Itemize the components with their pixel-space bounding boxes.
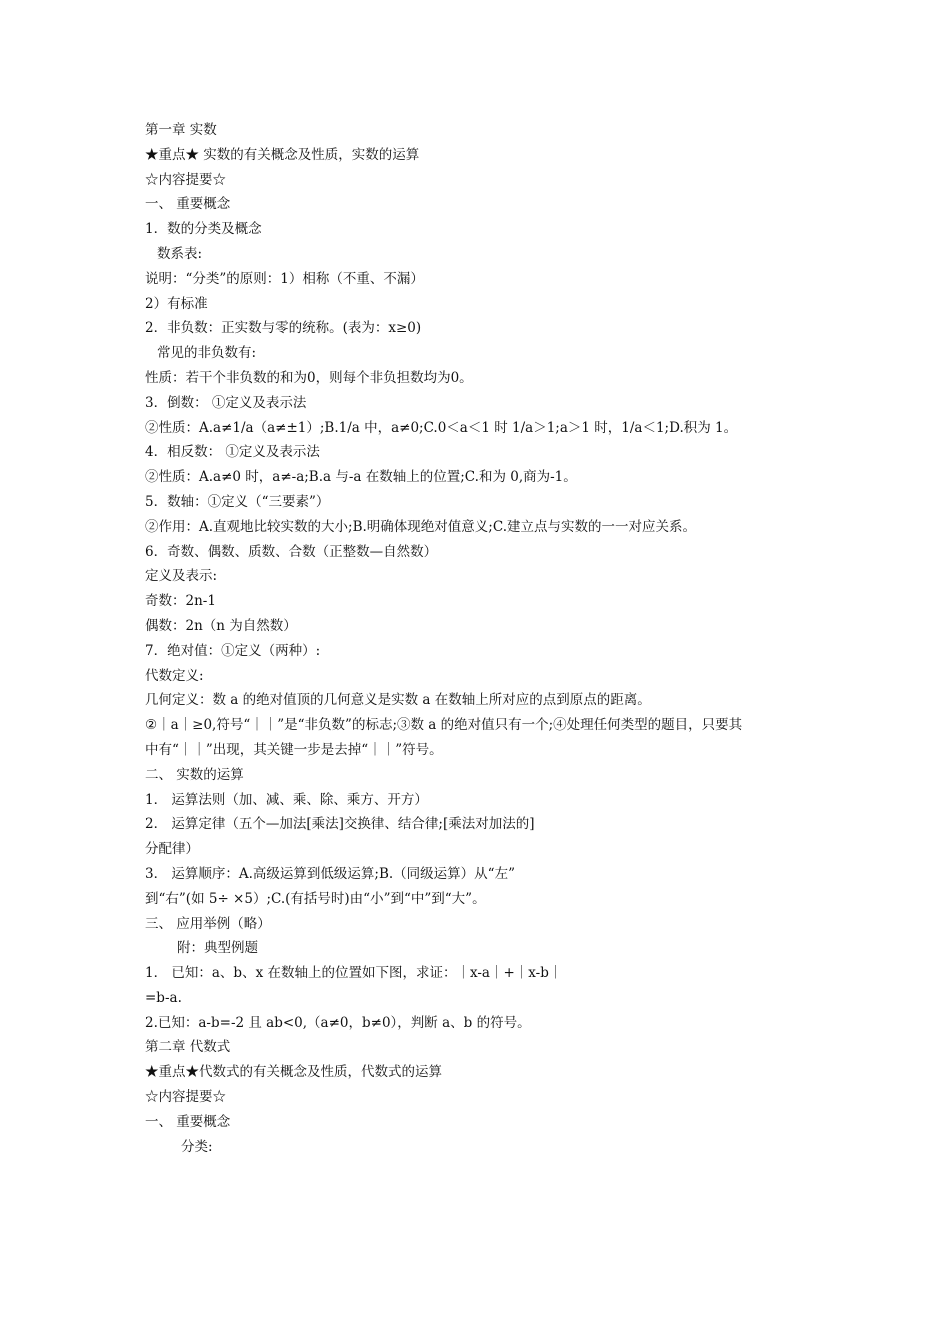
text-line: 中有“｜｜”出现，其关键一步是去掉“｜｜”符号。 (145, 741, 443, 758)
text-line: ②｜a｜≥0,符号“｜｜”是“非负数”的标志;③数 a 的绝对值只有一个;④处理任何类型的题目，只要其 (145, 717, 743, 734)
text-line: 2．非负数：正实数与零的统称。(表为：x≥0) (145, 320, 422, 337)
text-line: 2． 运算定律（五个—加法[乘法]交换律、结合律;[乘法对加法的] (145, 816, 535, 833)
text-line: ★重点★代数式的有关概念及性质，代数式的运算 (145, 1064, 442, 1081)
text-line: 7．绝对值：①定义（两种）: (145, 642, 321, 659)
text-line: 常见的非负数有: (157, 345, 257, 362)
text-line: =b-a. (145, 989, 182, 1006)
text-line: ②性质：A.a≠1/a（a≠±1）;B.1/a 中，a≠0;C.0＜a＜1 时 1/a＞1;a＞1 时，1/a＜1;D.积为 1。 (145, 419, 738, 436)
text-line: ☆内容提要☆ (145, 171, 226, 188)
text-line: 说明：“分类”的原则：1）相称（不重、不漏） (145, 270, 424, 287)
text-line: 4．相反数： ①定义及表示法 (145, 444, 320, 461)
text-line: 三、 应用举例（略） (145, 915, 271, 932)
text-line: 二、 实数的运算 (145, 766, 244, 783)
text-line: 分类: (181, 1138, 213, 1155)
text-line: 附：典型例题 (177, 940, 258, 957)
text-line: 2）有标准 (145, 295, 208, 312)
text-line: 第二章 代数式 (145, 1039, 231, 1056)
document-body (145, 118, 810, 1159)
text-line: 1．数的分类及概念 (145, 221, 262, 238)
text-line: 几何定义：数 a 的绝对值顶的几何意义是实数 a 在数轴上所对应的点到原点的距离。 (145, 692, 651, 709)
text-line: 定义及表示: (145, 568, 218, 585)
text-line: ★重点★ 实数的有关概念及性质，实数的运算 (145, 146, 420, 163)
text-line: 性质：若干个非负数的和为0，则每个非负担数均为0。 (145, 369, 473, 386)
text-line: ☆内容提要☆ (145, 1089, 226, 1106)
text-line: 数系表: (157, 245, 203, 262)
text-line: 5．数轴：①定义（“三要素”） (145, 493, 330, 510)
text-line: 6．奇数、偶数、质数、合数（正整数—自然数） (145, 543, 438, 560)
text-line: ②性质：A.a≠0 时，a≠-a;B.a 与-a 在数轴上的位置;C.和为 0,商为-1。 (145, 469, 577, 486)
text-line: 到“右”(如 5÷ ×5）;C.(有括号时)由“小”到“中”到“大”。 (145, 890, 486, 907)
text-line: 一、 重要概念 (145, 196, 231, 213)
text-line: 3．倒数： ①定义及表示法 (145, 394, 307, 411)
text-line: 第一章 实数 (145, 122, 217, 138)
text-line: 奇数：2n-1 (145, 593, 216, 610)
text-line: 1． 已知：a、b、x 在数轴上的位置如下图，求证：｜x-a｜+｜x-b｜ (145, 965, 563, 982)
text-line: 2.已知：a-b=-2 且 ab<0,（a≠0，b≠0），判断 a、b 的符号。 (145, 1014, 531, 1031)
text-line: 偶数：2n（n 为自然数） (145, 617, 297, 634)
text-line: 1． 运算法则（加、减、乘、除、乘方、开方） (145, 791, 428, 808)
text-line: 分配律） (145, 841, 199, 858)
text-line: 代数定义: (145, 667, 204, 684)
text-line: ②作用：A.直观地比较实数的大小;B.明确体现绝对值意义;C.建立点与实数的一一对应关系。 (145, 518, 696, 535)
text-line: 3． 运算顺序：A.高级运算到低级运算;B.（同级运算）从“左” (145, 865, 515, 882)
text-line: 一、 重要概念 (145, 1113, 231, 1130)
